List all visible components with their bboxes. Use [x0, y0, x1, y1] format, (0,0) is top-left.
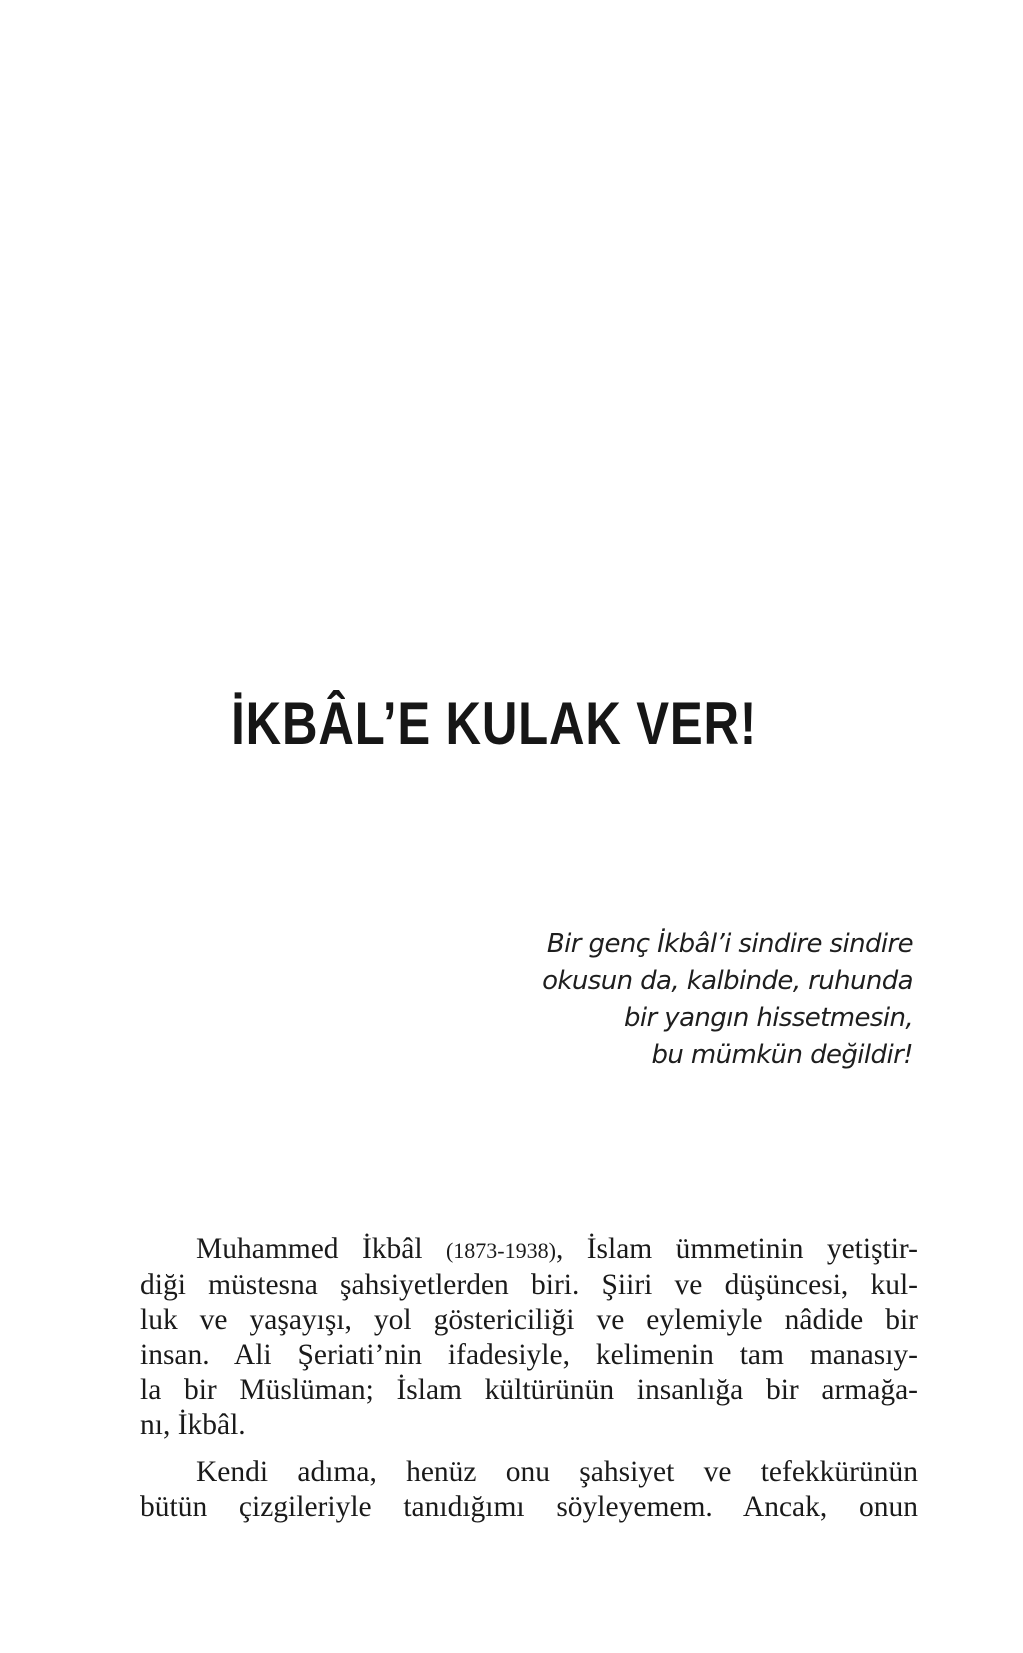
paragraph-2 [140, 1455, 918, 1525]
paragraph-line: Kendi adıma, henüz onu şahsiyet ve tefekkürünün [196, 1456, 918, 1488]
epigraph-line: bu mümkün değildir! [651, 1040, 913, 1070]
epigraph-line: okusun da, kalbinde, ruhunda [542, 966, 913, 996]
paragraph-line: nı, İkbâl. [140, 1409, 246, 1441]
paragraph-line: insan. Ali Şeriati’nin ifadesiyle, kelimenin tam manasıy- [140, 1339, 918, 1371]
chapter-title: İKBÂL’E KULAK VER! [231, 690, 758, 757]
paragraph-line: diği müstesna şahsiyetlerden biri. Şiiri ve düşüncesi, kul- [140, 1269, 918, 1301]
line-text: , İslam ümmetinin yetiştir- [555, 1233, 918, 1265]
epigraph-quote [493, 926, 913, 1074]
life-years: (1873-1938) [445, 1238, 556, 1263]
paragraph-line [140, 1232, 918, 1268]
line-text: Muhammed İkbâl [196, 1233, 446, 1265]
epigraph-line: Bir genç İkbâl’i sindire sindire [546, 929, 913, 959]
paragraph-line: la bir Müslüman; İslam kültürünün insanlığa bir armağa- [140, 1374, 918, 1406]
body-text [140, 1232, 918, 1537]
paragraph-line: bütün çizgileriyle tanıdığımı söyleyemem. Ancak, onun [140, 1491, 918, 1523]
epigraph-line: bir yangın hissetmesin, [624, 1003, 913, 1033]
paragraph-1 [140, 1232, 918, 1443]
paragraph-line: luk ve yaşayışı, yol göstericiliği ve eylemiyle nâdide bir [140, 1304, 918, 1336]
